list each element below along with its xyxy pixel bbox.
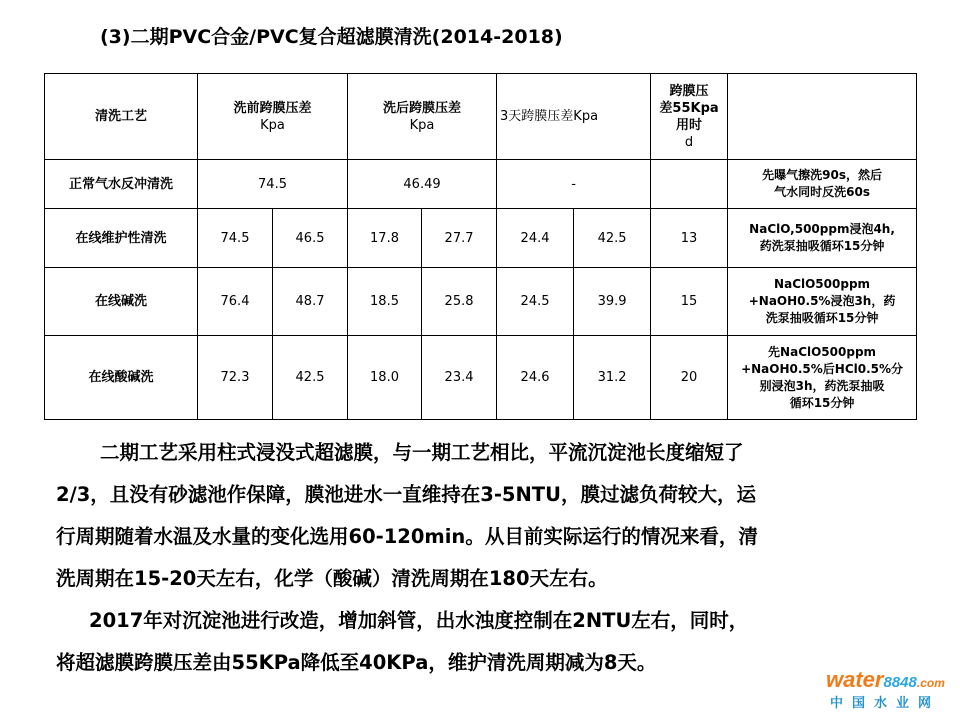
cell-value: 18.5 <box>348 268 422 336</box>
paragraph-line: 行周期随着水温及水量的变化选用60-120min。从目前实际运行的情况来看，清 <box>56 525 758 548</box>
paragraph-line: 洗周期在15-20天左右，化学（酸碱）清洗周期在180天左右。 <box>56 567 608 590</box>
header-row <box>45 74 917 160</box>
cleaning-table <box>44 73 917 420</box>
cell-value: 18.0 <box>348 336 422 420</box>
table-row <box>45 268 917 336</box>
header-note <box>728 74 917 160</box>
paragraph-line: 2017年对沉淀池进行改造，增加斜管，出水浊度控制在2NTU左右，同时， <box>89 609 749 632</box>
water8848-logo: water8848.com 中国水业网 <box>826 667 945 711</box>
header-before: 洗前跨膜压差 Kpa <box>198 74 348 160</box>
table-row <box>45 160 917 209</box>
cell-value: 46.5 <box>273 209 348 268</box>
cell-before: 74.5 <box>198 160 348 209</box>
paragraph-line: 将超滤膜跨膜压差由55KPa降低至40KPa，维护清洗周期减为8天。 <box>56 651 657 674</box>
cell-value: 39.9 <box>574 268 651 336</box>
cell-value: 17.8 <box>348 209 422 268</box>
cell-value: 25.8 <box>422 268 497 336</box>
cell-value: 24.4 <box>497 209 574 268</box>
paragraph-line: 二期工艺采用柱式浸没式超滤膜，与一期工艺相比，平流沉淀池长度缩短了 <box>100 441 744 464</box>
cell-value: 48.7 <box>273 268 348 336</box>
paragraph-line: 2/3，且没有砂滤池作保障，膜池进水一直维持在3-5NTU，膜过滤负荷较大，运 <box>56 483 756 506</box>
row-name: 在线维护性清洗 <box>45 209 198 268</box>
cell-value: 23.4 <box>422 336 497 420</box>
cell-days <box>651 160 728 209</box>
row-name: 正常气水反冲清洗 <box>45 160 198 209</box>
cell-days: 15 <box>651 268 728 336</box>
cell-days: 13 <box>651 209 728 268</box>
header-three-day: 3天跨膜压差Kpa <box>497 74 651 160</box>
header-time-to-55: 跨膜压 差55Kpa 用时 d <box>651 74 728 160</box>
cell-note: 先曝气擦洗90s，然后 气水同时反洗60s <box>728 160 917 209</box>
cell-value: 72.3 <box>198 336 273 420</box>
cell-value: 74.5 <box>198 209 273 268</box>
cell-value: 27.7 <box>422 209 497 268</box>
cell-value: 24.5 <box>497 268 574 336</box>
cell-note: NaClO500ppm +NaOH0.5%浸泡3h，药 洗泵抽吸循环15分钟 <box>728 268 917 336</box>
cell-value: 31.2 <box>574 336 651 420</box>
cell-value: 76.4 <box>198 268 273 336</box>
cell-after: 46.49 <box>348 160 497 209</box>
row-name: 在线碱洗 <box>45 268 198 336</box>
paragraph-process-summary <box>56 432 916 600</box>
cell-three-day: - <box>497 160 651 209</box>
row-name: 在线酸碱洗 <box>45 336 198 420</box>
cell-value: 24.6 <box>497 336 574 420</box>
cell-value: 42.5 <box>574 209 651 268</box>
table-row <box>45 209 917 268</box>
cell-note: NaClO,500ppm浸泡4h, 药洗泵抽吸循环15分钟 <box>728 209 917 268</box>
header-after: 洗后跨膜压差 Kpa <box>348 74 497 160</box>
cell-note: 先NaClO500ppm +NaOH0.5%后HCl0.5%分 别浸泡3h，药洗泵抽吸 循环15分钟 <box>728 336 917 420</box>
paragraph-2017-retrofit <box>56 600 916 684</box>
slide-title: (3)二期PVC合金/PVC复合超滤膜清洗(2014-2018) <box>100 26 563 48</box>
header-process: 清洗工艺 <box>45 74 198 160</box>
cell-value: 42.5 <box>273 336 348 420</box>
table-row <box>45 336 917 420</box>
cell-days: 20 <box>651 336 728 420</box>
